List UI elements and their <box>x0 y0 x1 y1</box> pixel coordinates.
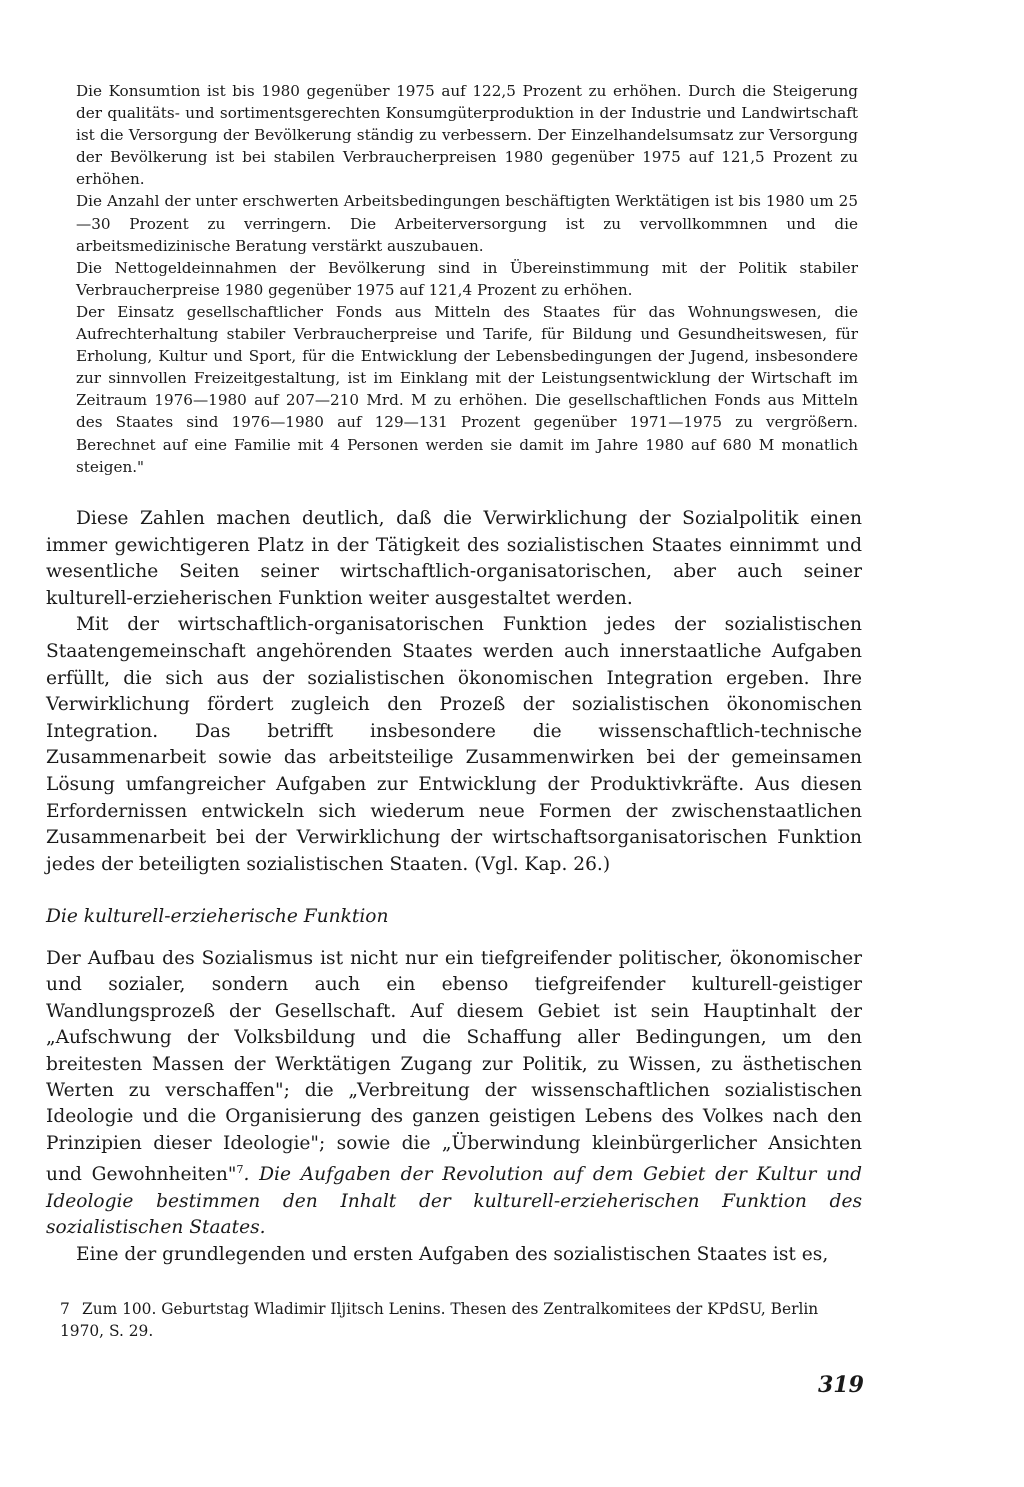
section-heading: Die kulturell-erzieherische Funktion <box>46 906 389 927</box>
page-number: 319 <box>818 1372 864 1398</box>
section-paragraph-1-italic: . Die Aufgaben der Revolution auf dem Gebiet der Kultur und Ideologie bestimmen den Inhalt der kulturell-erzieherischen Funktion des sozialistischen Staates. <box>46 1164 863 1239</box>
section-paragraph-2: Eine der grundlegenden und ersten Aufgaben des sozialistischen Staates ist es, <box>76 1243 829 1265</box>
body-text <box>46 506 862 878</box>
body-paragraph-2: Mit der wirtschaftlich-organisatorischen Funktion jedes der sozialistischen Staatengemeinschaft angehörenden Staates werden auch innerstaatliche Aufgaben erfüllt, die sich aus der sozialistischen ökonomischen Integration ergeben. Ihre Verwirklichung fördert zugleich den Prozeß der sozialistischen ökonomischen Integration. Das betrifft insbesondere die wissenschaftlich-technische Zusammenarbeit sowie das arbeitsteilige Zusammenwirken bei der gemeinsamen Lösung umfangreicher Aufgaben zur Entwicklung der Produktivkräfte. Aus diesen Erfordernissen entwickeln sich wiederum neue Formen der zwischenstaatlichen Zusammenarbeit bei der Verwirklichung der wirtschaftsorganisatorischen Funktion jedes der beteiligten sozialistischen Staaten. (Vgl. Kap. 26.) <box>46 614 862 875</box>
footnote-text: Zum 100. Geburtstag Wladimir Iljitsch Lenins. Thesen des Zentralkomitees der KPdSU, Berlin 1970, S. 29. <box>60 1300 819 1340</box>
section-paragraph-1 <box>46 946 862 1242</box>
quote-paragraph-2: Die Anzahl der unter erschwerten Arbeitsbedingungen beschäftigten Werktätigen ist bis 1980 um 25—30 Prozent zu verringern. Die Arbeiterversorgung ist zu vervollkommnen und die arbeitsmedizinische Beratung verstärkt auszubauen. <box>76 192 858 255</box>
quote-paragraph-3: Die Nettogeldeinnahmen der Bevölkerung sind in Übereinstimmung mit der Politik stabiler Verbraucherpreise 1980 gegenüber 1975 auf 121,4 Prozent zu erhöhen. <box>76 258 858 299</box>
footnote <box>60 1298 862 1342</box>
quoted-block <box>76 80 858 478</box>
footnote-reference: 7 <box>236 1163 244 1177</box>
quote-paragraph-1: Die Konsumtion ist bis 1980 gegenüber 1975 auf 122,5 Prozent zu erhöhen. Durch die Steigerung der qualitäts- und sortimentsgerechten Konsumgüterproduktion in der Industrie und Landwirtschaft ist die Versorgung der Bevölkerung ständig zu verbessern. Der Einzelhandelsumsatz zur Versorgung der Bevölkerung ist bei stabilen Verbraucherpreisen 1980 gegenüber 1975 auf 121,5 Prozent zu erhöhen. <box>76 82 858 189</box>
body-paragraph-1: Diese Zahlen machen deutlich, daß die Verwirklichung der Sozialpolitik einen immer gewichtigeren Platz in der Tätigkeit des sozialistischen Staates einnimmt und wesentliche Seiten seiner wirtschaftlich-organisatorischen, aber auch seiner kulturell-erzieherischen Funktion weiter ausgestaltet werden. <box>46 508 862 609</box>
footnote-number: 7 <box>60 1300 70 1318</box>
section-body <box>46 946 862 1268</box>
section-paragraph-1-text: Der Aufbau des Sozialismus ist nicht nur ein tiefgreifender politischer, ökonomischer und sozialer, sondern auch ein ebenso tiefgreifender kulturell-geistiger Wandlungsprozeß der Gesellschaft. Auf diesem Gebiet ist sein Hauptinhalt der „Aufschwung der Volksbildung und die Schaffung aller Bedingungen, um den breitesten Massen der Werktätigen Zugang zur Politik, zu Wissen, zu ästhetischen Werten zu verschaffen"; die „Verbreitung der wissenschaftlichen sozialistischen Ideologie und die Organisierung des ganzen geistigen Lebens des Volkes nach den Prinzipien dieser Ideologie"; sowie die „Überwindung kleinbürgerlicher Ansichten und Gewohnheiten" <box>46 948 862 1186</box>
quote-paragraph-4: Der Einsatz gesellschaftlicher Fonds aus Mitteln des Staates für das Wohnungswesen, die Aufrechterhaltung stabiler Verbraucherpreise und Tarife, für Bildung und Gesundheitswesen, für Erholung, Kultur und Sport, für die Entwicklung der Lebensbedingungen der Jugend, insbesondere zur sinnvollen Freizeitgestaltung, ist im Einklang mit der Leistungsentwicklung der Wirtschaft im Zeitraum 1976—1980 auf 207—210 Mrd. M zu erhöhen. Die gesellschaftlichen Fonds aus Mitteln des Staates sind 1976—1980 auf 129—131 Prozent gegenüber 1971—1975 zu vergrößern. Berechnet auf eine Familie mit 4 Personen werden sie damit im Jahre 1980 auf 680 M monatlich steigen." <box>76 302 858 476</box>
